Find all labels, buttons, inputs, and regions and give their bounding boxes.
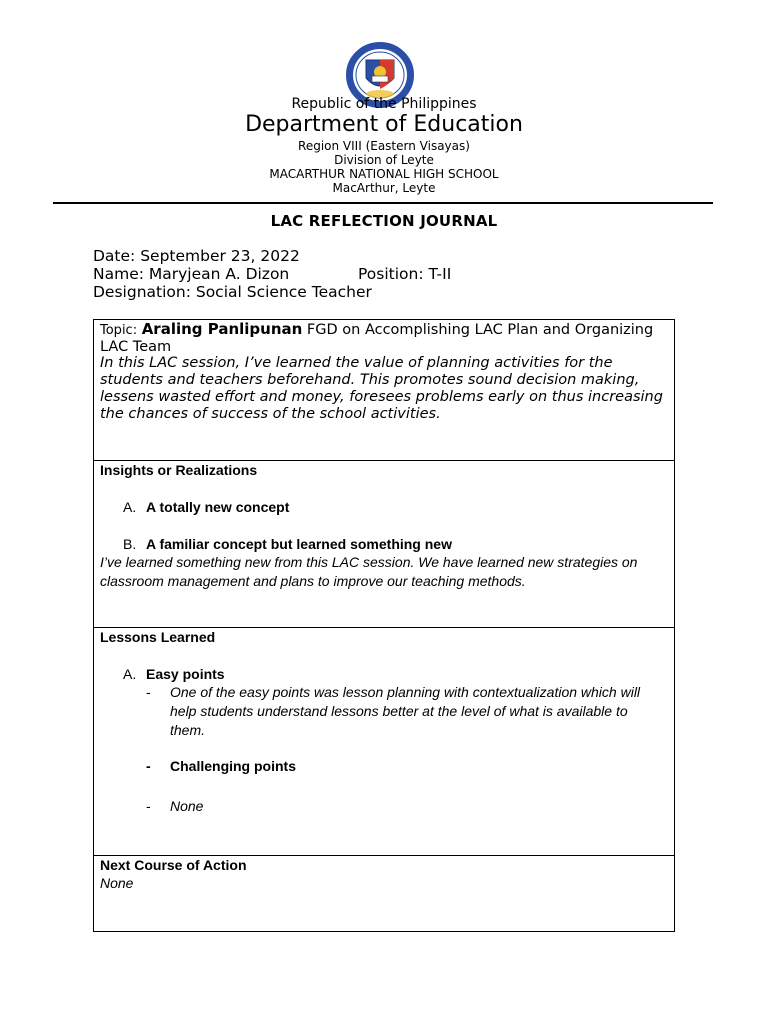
bullet-dash: -: [146, 758, 151, 774]
item-letter: A.: [123, 499, 137, 515]
designation-field: Designation: Social Science Teacher: [93, 283, 372, 301]
bullet-dash: -: [146, 684, 151, 700]
topic-title-rest: FGD on Accomplishing LAC Plan and Organizing LAC Team: [100, 322, 654, 355]
next-action-body: None: [100, 875, 134, 891]
insights-section: [93, 460, 675, 628]
next-action-label: Next Course of Action: [100, 857, 247, 873]
item-text: A totally new concept: [146, 499, 290, 515]
item-text: A familiar concept but learned something new: [146, 536, 452, 552]
item-text: Easy points: [146, 666, 225, 682]
header-divider: [53, 202, 713, 204]
item-letter: A.: [123, 666, 137, 682]
topic-label: Topic:: [100, 323, 138, 338]
position-field: Position: T-II: [358, 265, 452, 283]
insight-item-b: [123, 536, 452, 552]
insight-item-a: [123, 499, 289, 515]
challenging-label: Challenging points: [170, 758, 296, 774]
school-name: MACARTHUR NATIONAL HIGH SCHOOL: [269, 167, 499, 181]
region-text: Region VIII (Eastern Visayas): [298, 139, 470, 153]
topic-heading: [100, 321, 668, 356]
challenging-text: None: [170, 798, 204, 814]
department-title: Department of Education: [245, 112, 523, 137]
bullet-dash: -: [146, 798, 151, 814]
insights-label: Insights or Realizations: [100, 462, 258, 478]
lesson-item-a: [123, 666, 225, 682]
easy-points-text: One of the easy points was lesson planning with contextualization which will help students understand lessons better at the level of what is available to them.: [170, 684, 641, 738]
division-text: Division of Leyte: [334, 153, 434, 167]
item-letter: B.: [123, 536, 137, 552]
topic-section: [93, 319, 675, 461]
topic-body: In this LAC session, I’ve learned the value of planning activities for the students and teachers beforehand. This promotes sound decision making, lessens wasted effort and money, foresees problems early on thus increasing the chances of success of the school activities.: [100, 355, 663, 422]
insights-body: I’ve learned something new from this LAC session. We have learned new strategies on classroom management and plans to improve our teaching methods.: [100, 554, 638, 589]
journal-title: LAC REFLECTION JOURNAL: [270, 212, 498, 230]
lessons-section: [93, 627, 675, 856]
date-field: Date: September 23, 2022: [93, 247, 300, 265]
lessons-label: Lessons Learned: [100, 629, 216, 645]
next-action-section: [93, 855, 675, 932]
town-text: MacArthur, Leyte: [332, 181, 436, 195]
republic-text: Republic of the Philippines: [291, 96, 477, 112]
name-field: Name: Maryjean A. Dizon: [93, 265, 290, 283]
topic-subject: Araling Panlipunan: [141, 320, 303, 338]
